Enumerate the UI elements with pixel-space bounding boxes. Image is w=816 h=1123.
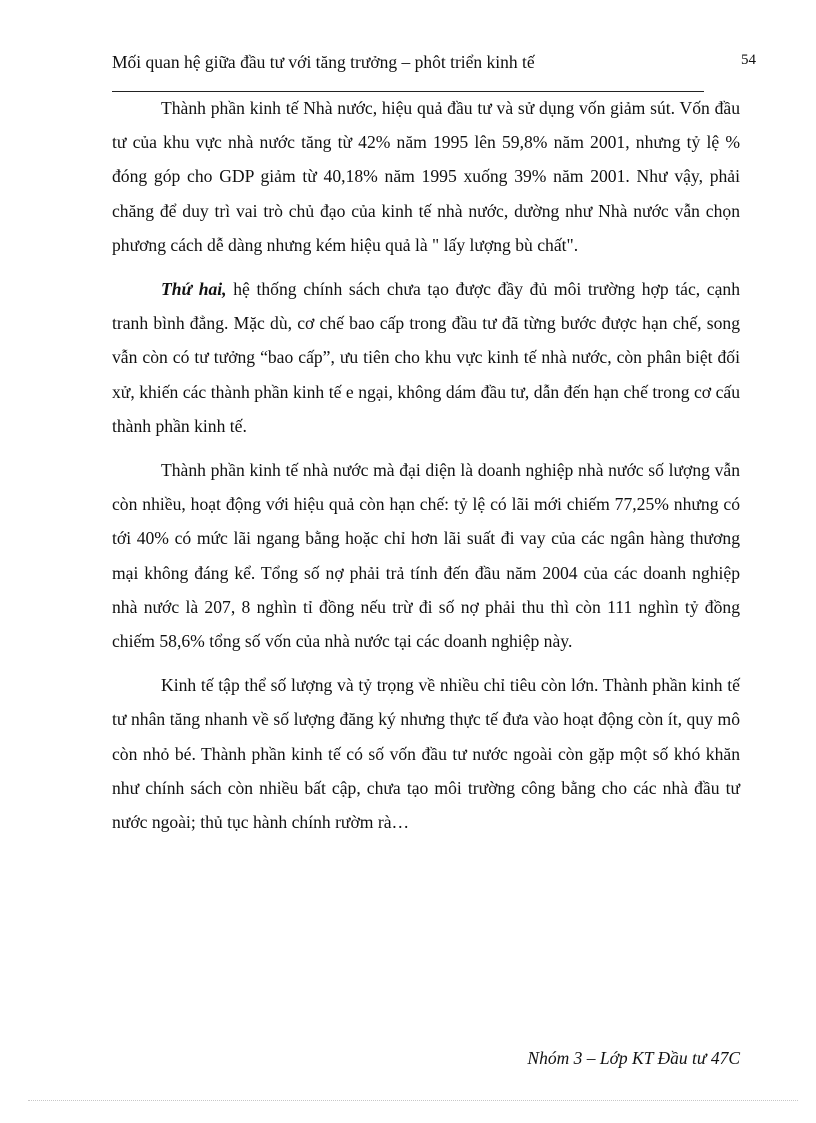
header-title: Mối quan hệ giữa đầu tư với tăng trưởng – phôt triển kinh tế	[112, 52, 535, 72]
page-footer: Nhóm 3 – Lớp KT Đầu tư 47C	[527, 1048, 740, 1068]
paragraph-4: Kinh tế tập thể số lượng và tỷ trọng về nhiều chỉ tiêu còn lớn. Thành phần kinh tế tư nhân tăng nhanh về số lượng đăng ký nhưng thực tế đưa vào hoạt động còn ít, quy mô còn nhỏ bé. Thành phần kinh tế có số vốn đầu tư nước ngoài còn gặp một số khó khăn như chính sách còn nhiều bất cập, chưa tạo môi trường công bằng cho các nhà đầu tư nước ngoài; thủ tục hành chính rườm rà…	[112, 675, 740, 833]
paragraph-2-text: hệ thống chính sách chưa tạo được đầy đủ môi trường hợp tác, cạnh tranh bình đẳng. Mặc dù, cơ chế bao cấp trong đầu tư đã từng bước được hạn chế, song vẫn còn có tư tưởng “bao cấp”, ưu tiên cho khu vực kinh tế nhà nước, còn phân biệt đối xử, khiến các thành phần kinh tế e ngại, không dám đầu tư, dẫn đến hạn chế trong cơ cấu thành phần kinh tế.	[112, 279, 741, 436]
paragraph-1: Thành phần kinh tế Nhà nước, hiệu quả đầu tư và sử dụng vốn giảm sút. Vốn đầu tư của khu vực nhà nước tăng từ 42% năm 1995 lên 59,8% năm 2001, nhưng tỷ lệ % đóng góp cho GDP giảm từ 40,18% năm 1995 xuống 39% năm 2001. Như vậy, phải chăng để duy trì vai trò chủ đạo của kinh tế nhà nước, dường như Nhà nước vẫn chọn phương cách dễ dàng nhưng kém hiệu quả là " lấy lượng bù chất".	[112, 98, 740, 255]
page-number: 54	[741, 52, 756, 68]
paragraph-2-lead: Thứ hai,	[161, 279, 227, 300]
body-text	[112, 91, 740, 849]
paragraph-3: Thành phần kinh tế nhà nước mà đại diện là doanh nghiệp nhà nước số lượng vẫn còn nhiều, hoạt động với hiệu quả còn hạn chế: tỷ lệ có lãi mới chiếm 77,25% nhưng có tới 40% có mức lãi ngang bằng hoặc chỉ hơn lãi suất đi vay của các ngân hàng thương mại không đáng kể. Tổng số nợ phải trả tính đến đầu năm 2004 của các doanh nghiệp nhà nước là 207, 8 nghìn tỉ đồng nếu trừ đi số nợ phải thu thì còn 111 nghìn tỷ đồng chiếm 58,6% tổng số vốn của nhà nước tại các doanh nghiệp này.	[112, 460, 740, 652]
page-header	[112, 50, 756, 80]
paragraph-2	[112, 272, 740, 443]
page-bottom-divider	[28, 1100, 798, 1101]
